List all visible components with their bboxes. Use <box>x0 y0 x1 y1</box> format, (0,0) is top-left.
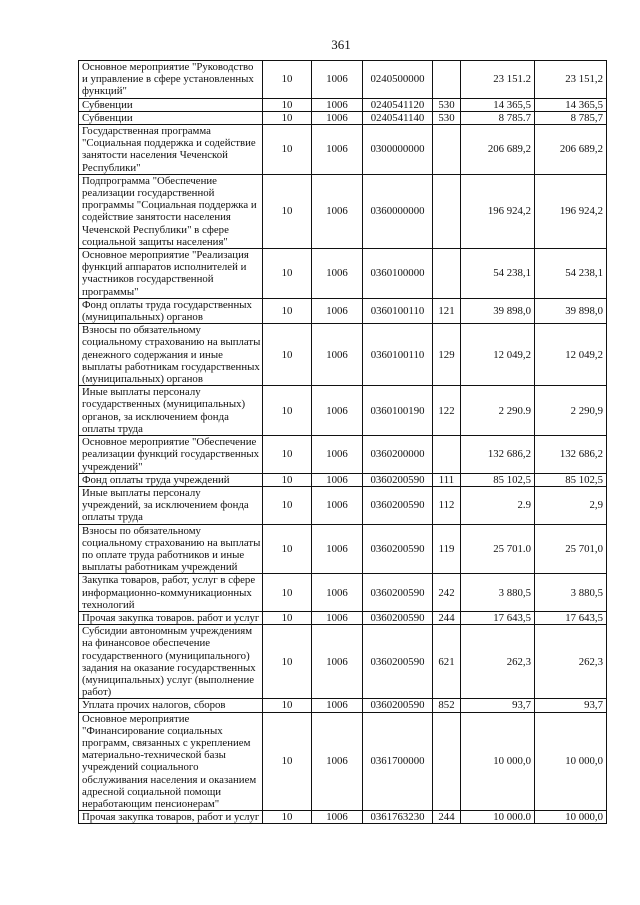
cell-amount-1: 196 924,2 <box>461 174 535 248</box>
cell-target-item: 0360200590 <box>363 625 433 699</box>
table-row <box>79 125 607 175</box>
table-row <box>79 699 607 712</box>
cell-target-item: 0360100000 <box>363 249 433 299</box>
cell-subsection: 1006 <box>312 174 363 248</box>
cell-amount-2: 85 102,5 <box>535 473 607 486</box>
cell-subsection: 1006 <box>312 699 363 712</box>
cell-item-name: Иные выплаты персоналу учреждений, за исключением фонда оплаты труда <box>79 486 263 524</box>
cell-item-name: Подпрограмма "Обеспечение реализации государственной программы "Социальная поддержка и содействие занятости населения Чеченской Республики" в сфере социальной защиты населения" <box>79 174 263 248</box>
cell-section: 10 <box>263 324 312 386</box>
cell-section: 10 <box>263 111 312 124</box>
cell-item-name: Основное мероприятие "Реализация функций аппаратов исполнителей и участников государственной программы" <box>79 249 263 299</box>
cell-section: 10 <box>263 386 312 436</box>
table-row <box>79 611 607 624</box>
cell-amount-2: 12 049,2 <box>535 324 607 386</box>
table-row <box>79 249 607 299</box>
cell-item-name: Уплата прочих налогов, сборов <box>79 699 263 712</box>
cell-section: 10 <box>263 699 312 712</box>
cell-target-item: 0360200590 <box>363 524 433 574</box>
cell-item-name: Взносы по обязательному социальному страхованию на выплаты по оплате труда работников и иные выплаты работникам учреждений <box>79 524 263 574</box>
cell-expense-type: 129 <box>433 324 461 386</box>
table-row <box>79 524 607 574</box>
cell-section: 10 <box>263 125 312 175</box>
cell-subsection: 1006 <box>312 61 363 99</box>
cell-expense-type <box>433 249 461 299</box>
cell-amount-2: 17 643,5 <box>535 611 607 624</box>
cell-expense-type <box>433 436 461 474</box>
cell-amount-1: 206 689,2 <box>461 125 535 175</box>
cell-subsection: 1006 <box>312 386 363 436</box>
cell-subsection: 1006 <box>312 811 363 824</box>
cell-amount-2: 262,3 <box>535 625 607 699</box>
cell-target-item: 0361700000 <box>363 712 433 811</box>
cell-item-name: Фонд оплаты труда государственных (муниципальных) органов <box>79 298 263 323</box>
table-row <box>79 298 607 323</box>
cell-expense-type: 244 <box>433 611 461 624</box>
cell-item-name: Иные выплаты персоналу государственных (муниципальных) органов, за исключением фонда оплаты труда <box>79 386 263 436</box>
cell-amount-2: 10 000,0 <box>535 811 607 824</box>
cell-item-name: Основное мероприятие "Обеспечение реализации функций государственных учреждений" <box>79 436 263 474</box>
cell-amount-2: 8 785,7 <box>535 111 607 124</box>
cell-expense-type: 111 <box>433 473 461 486</box>
cell-amount-1: 3 880,5 <box>461 574 535 612</box>
cell-subsection: 1006 <box>312 298 363 323</box>
cell-amount-2: 3 880,5 <box>535 574 607 612</box>
cell-expense-type: 530 <box>433 111 461 124</box>
cell-expense-type: 112 <box>433 486 461 524</box>
cell-target-item: 0360200590 <box>363 699 433 712</box>
cell-amount-1: 132 686,2 <box>461 436 535 474</box>
cell-expense-type: 242 <box>433 574 461 612</box>
cell-amount-1: 25 701.0 <box>461 524 535 574</box>
cell-target-item: 0360100110 <box>363 324 433 386</box>
cell-amount-1: 2 290.9 <box>461 386 535 436</box>
cell-item-name: Основное мероприятие "Руководство и управление в сфере установленных функций" <box>79 61 263 99</box>
table-row <box>79 436 607 474</box>
cell-subsection: 1006 <box>312 486 363 524</box>
cell-amount-2: 196 924,2 <box>535 174 607 248</box>
cell-section: 10 <box>263 712 312 811</box>
cell-amount-1: 262,3 <box>461 625 535 699</box>
cell-subsection: 1006 <box>312 524 363 574</box>
cell-target-item: 0360200000 <box>363 436 433 474</box>
table-row <box>79 111 607 124</box>
cell-section: 10 <box>263 473 312 486</box>
cell-target-item: 0360200590 <box>363 486 433 524</box>
cell-section: 10 <box>263 174 312 248</box>
cell-section: 10 <box>263 486 312 524</box>
cell-item-name: Закупка товаров, работ, услуг в сфере информационно-коммуникационных технологий <box>79 574 263 612</box>
table-row <box>79 625 607 699</box>
cell-subsection: 1006 <box>312 436 363 474</box>
cell-target-item: 0300000000 <box>363 125 433 175</box>
cell-expense-type <box>433 125 461 175</box>
cell-expense-type: 621 <box>433 625 461 699</box>
cell-amount-1: 39 898,0 <box>461 298 535 323</box>
cell-subsection: 1006 <box>312 249 363 299</box>
page-number: 361 <box>331 37 351 52</box>
cell-section: 10 <box>263 98 312 111</box>
cell-subsection: 1006 <box>312 473 363 486</box>
table-row <box>79 712 607 811</box>
cell-expense-type <box>433 712 461 811</box>
cell-section: 10 <box>263 524 312 574</box>
cell-target-item: 0360100110 <box>363 298 433 323</box>
cell-subsection: 1006 <box>312 611 363 624</box>
cell-amount-1: 10 000,0 <box>461 712 535 811</box>
cell-expense-type: 119 <box>433 524 461 574</box>
cell-amount-1: 17 643,5 <box>461 611 535 624</box>
cell-expense-type: 530 <box>433 98 461 111</box>
cell-amount-2: 25 701,0 <box>535 524 607 574</box>
cell-amount-2: 23 151,2 <box>535 61 607 99</box>
cell-subsection: 1006 <box>312 324 363 386</box>
cell-expense-type: 244 <box>433 811 461 824</box>
cell-expense-type: 121 <box>433 298 461 323</box>
cell-amount-2: 132 686,2 <box>535 436 607 474</box>
table-row <box>79 486 607 524</box>
table-row <box>79 324 607 386</box>
table-row <box>79 574 607 612</box>
cell-subsection: 1006 <box>312 98 363 111</box>
cell-section: 10 <box>263 811 312 824</box>
cell-target-item: 0360200590 <box>363 473 433 486</box>
cell-amount-2: 206 689,2 <box>535 125 607 175</box>
cell-item-name: Основное мероприятие "Финансирование социальных программ, связанных с укреплением материально-технической базы учреждений социального обслуживания населения и оказанием адресной социальной помощи неработающим пенсионерам" <box>79 712 263 811</box>
cell-subsection: 1006 <box>312 712 363 811</box>
cell-amount-1: 93,7 <box>461 699 535 712</box>
table-row <box>79 811 607 824</box>
table-row <box>79 98 607 111</box>
cell-target-item: 0360200590 <box>363 611 433 624</box>
cell-amount-1: 8 785.7 <box>461 111 535 124</box>
cell-amount-1: 14 365,5 <box>461 98 535 111</box>
table-row <box>79 61 607 99</box>
cell-amount-2: 54 238,1 <box>535 249 607 299</box>
cell-item-name: Субвенции <box>79 98 263 111</box>
cell-expense-type <box>433 61 461 99</box>
cell-target-item: 0240541120 <box>363 98 433 111</box>
cell-section: 10 <box>263 249 312 299</box>
cell-item-name: Фонд оплаты труда учреждений <box>79 473 263 486</box>
cell-section: 10 <box>263 625 312 699</box>
table-row <box>79 386 607 436</box>
cell-section: 10 <box>263 574 312 612</box>
cell-subsection: 1006 <box>312 625 363 699</box>
table-row <box>79 174 607 248</box>
cell-item-name: Взносы по обязательному социальному страхованию на выплаты денежного содержания и иные выплаты работникам государственных (муниципальных) органов <box>79 324 263 386</box>
cell-item-name: Прочая закупка товаров, работ и услуг <box>79 811 263 824</box>
cell-subsection: 1006 <box>312 574 363 612</box>
cell-expense-type: 852 <box>433 699 461 712</box>
cell-expense-type: 122 <box>433 386 461 436</box>
cell-amount-1: 12 049,2 <box>461 324 535 386</box>
cell-item-name: Субсидии автономным учреждениям на финансовое обеспечение государственного (муниципального) задания на оказание государственных (муниципальных) услуг (выполнение работ) <box>79 625 263 699</box>
cell-amount-1: 23 151.2 <box>461 61 535 99</box>
cell-amount-2: 2,9 <box>535 486 607 524</box>
cell-target-item: 0360000000 <box>363 174 433 248</box>
cell-amount-2: 14 365,5 <box>535 98 607 111</box>
cell-subsection: 1006 <box>312 111 363 124</box>
cell-target-item: 0360200590 <box>363 574 433 612</box>
cell-item-name: Государственная программа "Социальная поддержка и содействие занятости населения Чеченской Республики" <box>79 125 263 175</box>
cell-amount-2: 10 000,0 <box>535 712 607 811</box>
cell-section: 10 <box>263 61 312 99</box>
cell-subsection: 1006 <box>312 125 363 175</box>
cell-expense-type <box>433 174 461 248</box>
cell-item-name: Прочая закупка товаров. работ и услуг <box>79 611 263 624</box>
cell-section: 10 <box>263 436 312 474</box>
cell-target-item: 0240500000 <box>363 61 433 99</box>
table-row <box>79 473 607 486</box>
cell-item-name: Субвенции <box>79 111 263 124</box>
cell-target-item: 0240541140 <box>363 111 433 124</box>
table-body <box>79 61 607 824</box>
cell-amount-2: 2 290,9 <box>535 386 607 436</box>
cell-amount-1: 54 238,1 <box>461 249 535 299</box>
cell-target-item: 0360100190 <box>363 386 433 436</box>
cell-amount-1: 2.9 <box>461 486 535 524</box>
cell-amount-1: 85 102,5 <box>461 473 535 486</box>
cell-section: 10 <box>263 611 312 624</box>
cell-amount-1: 10 000.0 <box>461 811 535 824</box>
cell-section: 10 <box>263 298 312 323</box>
cell-target-item: 0361763230 <box>363 811 433 824</box>
budget-table <box>78 60 607 824</box>
cell-amount-2: 93,7 <box>535 699 607 712</box>
cell-amount-2: 39 898,0 <box>535 298 607 323</box>
